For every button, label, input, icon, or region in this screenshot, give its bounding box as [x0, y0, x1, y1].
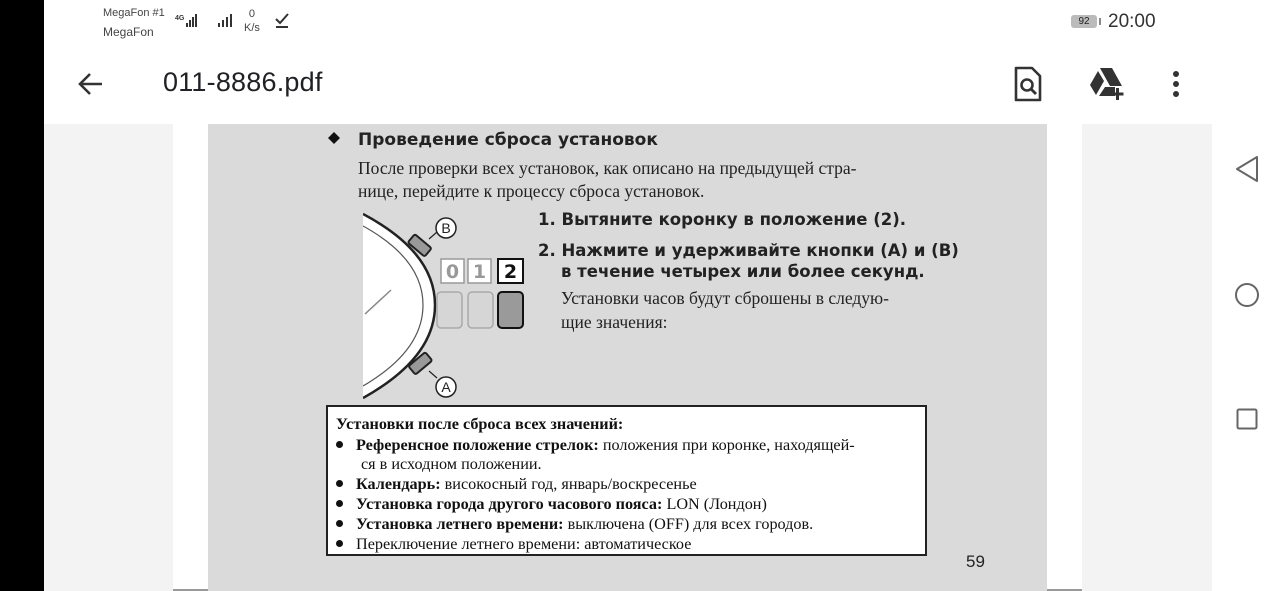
search-document-icon[interactable] — [1012, 66, 1044, 102]
list-item — [336, 475, 697, 494]
list-item — [336, 515, 813, 534]
intro-text-line2: нице, перейдите к процессу сброса установок. — [358, 181, 705, 201]
nav-recents-square-icon[interactable] — [1236, 408, 1258, 430]
pdf-viewer[interactable] — [44, 124, 1212, 591]
list-item-label: Референсное положение стрелок: — [356, 436, 599, 454]
crown-position-0: 0 — [445, 261, 460, 283]
more-vert-icon[interactable] — [1164, 66, 1188, 102]
network-speed-value: 0 — [248, 8, 256, 20]
page-margin-left — [173, 124, 208, 591]
add-to-drive-icon[interactable] — [1087, 66, 1127, 102]
list-item — [336, 436, 855, 455]
document-title: 011-8886.pdf — [163, 67, 323, 97]
watch-crown-diagram — [363, 212, 533, 400]
list-item — [336, 495, 767, 514]
crown-position-1: 1 — [472, 261, 487, 283]
step-2-line1: 2. Нажмите и удерживайте кнопки (A) и (B) — [538, 241, 959, 260]
list-item-value: выключена (OFF) для всех городов. — [563, 515, 814, 533]
list-item-value: положения при коронке, находящей- — [598, 436, 855, 454]
list-item-label: Календарь: — [356, 475, 441, 493]
crown-slot-2 — [498, 292, 523, 328]
carrier-name-secondary: MegaFon — [103, 25, 154, 39]
app-bar — [44, 46, 1212, 124]
battery-tip — [1099, 18, 1101, 25]
bullet-icon — [336, 441, 343, 448]
status-bar — [44, 0, 1212, 46]
diamond-bullet-icon — [328, 132, 340, 144]
bullet-icon — [336, 540, 343, 547]
reset-note-line1: Установки часов будут сброшены в следую- — [561, 288, 889, 308]
list-item-value: Переключение летнего времени: автоматическое — [356, 535, 692, 553]
carrier-name-primary: MegaFon #1 — [103, 7, 165, 19]
pdf-page — [208, 124, 1047, 591]
intro-text-line1: После проверки всех установок, как описано на предыдущей стра- — [358, 158, 857, 178]
list-item-value: LON (Лондон) — [662, 495, 767, 513]
list-item — [336, 535, 691, 554]
nav-home-circle-icon[interactable] — [1234, 282, 1260, 308]
bullet-icon — [336, 500, 343, 507]
step-1: 1. Вытяните коронку в положение (2). — [538, 210, 907, 229]
crown-slot-1 — [468, 292, 493, 328]
battery-indicator: 92 — [1071, 15, 1097, 28]
list-item-label: Установка города другого часового пояса: — [356, 495, 663, 513]
phone-screen — [44, 0, 1212, 591]
list-item-value: високосный год, январь/воскресенье — [440, 475, 697, 493]
status-time: 20:00 — [1108, 11, 1156, 32]
download-complete-icon — [274, 12, 290, 30]
reset-note-line2: щие значения: — [561, 312, 668, 332]
reset-values-box — [326, 405, 927, 556]
nav-back-triangle-icon[interactable] — [1234, 154, 1260, 184]
signal-4g-icon — [175, 12, 203, 30]
network-speed — [244, 7, 260, 35]
button-b-label: B — [441, 220, 451, 236]
page-margin-right — [1047, 124, 1082, 591]
network-speed-unit: K/s — [244, 22, 260, 34]
step-2-line2: в течение четырех или более секунд. — [561, 262, 925, 281]
crown-position-2: 2 — [503, 261, 518, 283]
arrow-left-icon[interactable] — [74, 68, 106, 100]
list-item-continuation: ся в исходном положении. — [361, 455, 542, 473]
button-a-label: A — [441, 379, 451, 395]
signal-icon — [216, 12, 236, 30]
section-title: Проведение сброса установок — [358, 130, 658, 150]
bullet-icon — [336, 520, 343, 527]
crown-slot-0 — [437, 292, 462, 328]
svg-text:4G: 4G — [175, 15, 185, 22]
page-number: 59 — [966, 552, 985, 571]
reset-values-title: Установки после сброса всех значений: — [336, 415, 624, 433]
system-navigation-bar — [1212, 0, 1280, 591]
bullet-icon — [336, 480, 343, 487]
list-item-label: Установка летнего времени: — [356, 515, 564, 533]
